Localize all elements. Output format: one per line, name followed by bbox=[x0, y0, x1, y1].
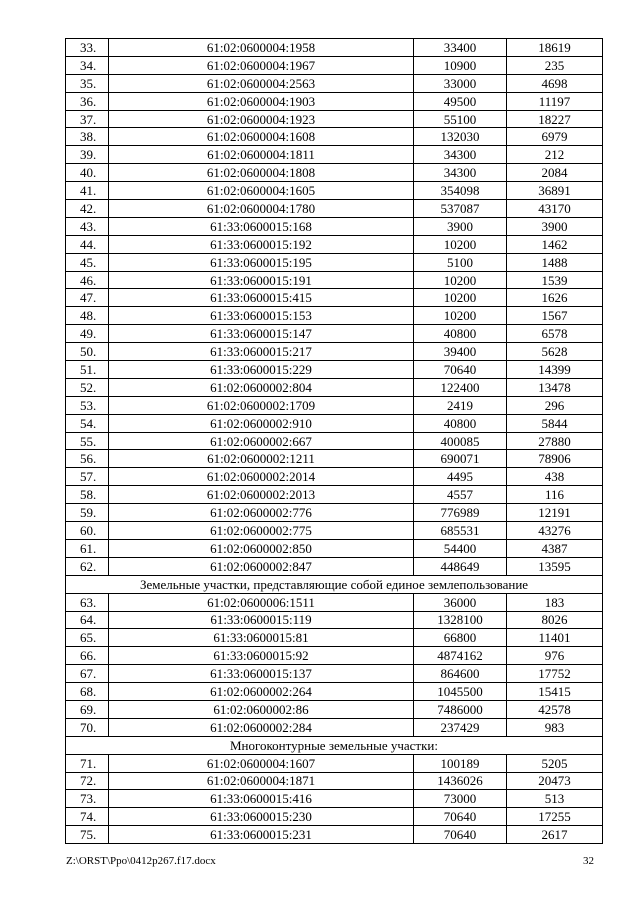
area-value: 70640 bbox=[414, 826, 507, 844]
table-row bbox=[66, 468, 603, 486]
area-value: 4495 bbox=[414, 468, 507, 486]
value-cell: 212 bbox=[507, 146, 603, 164]
table-row bbox=[66, 826, 603, 844]
value-cell: 296 bbox=[507, 396, 603, 414]
row-number: 70. bbox=[66, 718, 109, 736]
table-row bbox=[66, 450, 603, 468]
table-row bbox=[66, 790, 603, 808]
area-value: 33000 bbox=[414, 74, 507, 92]
cadastral-number: 61:02:0600002:264 bbox=[109, 683, 414, 701]
cadastral-number: 61:02:0600004:1871 bbox=[109, 772, 414, 790]
row-number: 56. bbox=[66, 450, 109, 468]
area-value: 2419 bbox=[414, 396, 507, 414]
area-value: 40800 bbox=[414, 325, 507, 343]
row-number: 34. bbox=[66, 56, 109, 74]
value-cell: 1626 bbox=[507, 289, 603, 307]
area-value: 70640 bbox=[414, 808, 507, 826]
area-value: 5100 bbox=[414, 253, 507, 271]
area-value: 237429 bbox=[414, 718, 507, 736]
row-number: 75. bbox=[66, 826, 109, 844]
area-value: 40800 bbox=[414, 414, 507, 432]
cadastral-number: 61:02:0600004:1605 bbox=[109, 182, 414, 200]
row-number: 58. bbox=[66, 486, 109, 504]
cadastral-number: 61:02:0600004:1608 bbox=[109, 128, 414, 146]
row-number: 62. bbox=[66, 557, 109, 575]
row-number: 60. bbox=[66, 522, 109, 540]
value-cell: 8026 bbox=[507, 611, 603, 629]
cadastral-number: 61:02:0600004:1923 bbox=[109, 110, 414, 128]
cadastral-number: 61:02:0600004:1903 bbox=[109, 92, 414, 110]
area-value: 7486000 bbox=[414, 700, 507, 718]
table-row bbox=[66, 307, 603, 325]
area-value: 448649 bbox=[414, 557, 507, 575]
table-row bbox=[66, 182, 603, 200]
row-number: 33. bbox=[66, 39, 109, 57]
value-cell: 983 bbox=[507, 718, 603, 736]
row-number: 44. bbox=[66, 235, 109, 253]
table-row bbox=[66, 235, 603, 253]
area-value: 54400 bbox=[414, 539, 507, 557]
row-number: 53. bbox=[66, 396, 109, 414]
table-row bbox=[66, 289, 603, 307]
table-row bbox=[66, 611, 603, 629]
row-number: 43. bbox=[66, 217, 109, 235]
area-value: 354098 bbox=[414, 182, 507, 200]
row-number: 63. bbox=[66, 593, 109, 611]
table-row bbox=[66, 200, 603, 218]
cadastral-number: 61:02:0600002:1211 bbox=[109, 450, 414, 468]
row-number: 41. bbox=[66, 182, 109, 200]
value-cell: 1539 bbox=[507, 271, 603, 289]
land-plots-table bbox=[65, 38, 603, 844]
table-body-rows-b bbox=[66, 593, 603, 736]
cadastral-number: 61:02:0600004:2563 bbox=[109, 74, 414, 92]
cadastral-number: 61:33:0600015:137 bbox=[109, 665, 414, 683]
cadastral-number: 61:02:0600002:847 bbox=[109, 557, 414, 575]
area-value: 36000 bbox=[414, 593, 507, 611]
cadastral-number: 61:02:0600004:1607 bbox=[109, 754, 414, 772]
row-number: 67. bbox=[66, 665, 109, 683]
area-value: 100189 bbox=[414, 754, 507, 772]
row-number: 36. bbox=[66, 92, 109, 110]
cadastral-number: 61:33:0600015:147 bbox=[109, 325, 414, 343]
value-cell: 1488 bbox=[507, 253, 603, 271]
cadastral-number: 61:33:0600015:192 bbox=[109, 235, 414, 253]
cadastral-number: 61:02:0600002:776 bbox=[109, 504, 414, 522]
section-title: Земельные участки, представляющие собой единое землепользование bbox=[66, 575, 603, 593]
value-cell: 2084 bbox=[507, 164, 603, 182]
table-row bbox=[66, 74, 603, 92]
value-cell: 4698 bbox=[507, 74, 603, 92]
row-number: 55. bbox=[66, 432, 109, 450]
table-row bbox=[66, 432, 603, 450]
cadastral-number: 61:02:0600002:850 bbox=[109, 539, 414, 557]
value-cell: 116 bbox=[507, 486, 603, 504]
row-number: 47. bbox=[66, 289, 109, 307]
row-number: 64. bbox=[66, 611, 109, 629]
table-row bbox=[66, 271, 603, 289]
cadastral-number: 61:33:0600015:191 bbox=[109, 271, 414, 289]
table-row bbox=[66, 39, 603, 57]
table-row bbox=[66, 718, 603, 736]
table-row bbox=[66, 754, 603, 772]
area-value: 690071 bbox=[414, 450, 507, 468]
cadastral-number: 61:02:0600004:1811 bbox=[109, 146, 414, 164]
table-row bbox=[66, 92, 603, 110]
value-cell: 36891 bbox=[507, 182, 603, 200]
area-value: 10200 bbox=[414, 235, 507, 253]
area-value: 39400 bbox=[414, 343, 507, 361]
row-number: 68. bbox=[66, 683, 109, 701]
table-row bbox=[66, 110, 603, 128]
cadastral-number: 61:33:0600015:168 bbox=[109, 217, 414, 235]
row-number: 71. bbox=[66, 754, 109, 772]
row-number: 74. bbox=[66, 808, 109, 826]
value-cell: 43170 bbox=[507, 200, 603, 218]
area-value: 55100 bbox=[414, 110, 507, 128]
area-value: 49500 bbox=[414, 92, 507, 110]
table-row bbox=[66, 629, 603, 647]
table-row bbox=[66, 647, 603, 665]
table-row bbox=[66, 414, 603, 432]
cadastral-number: 61:33:0600015:92 bbox=[109, 647, 414, 665]
value-cell: 6578 bbox=[507, 325, 603, 343]
row-number: 73. bbox=[66, 790, 109, 808]
table-row bbox=[66, 539, 603, 557]
value-cell: 14399 bbox=[507, 361, 603, 379]
value-cell: 5844 bbox=[507, 414, 603, 432]
table-body-rows-a bbox=[66, 39, 603, 576]
value-cell: 17752 bbox=[507, 665, 603, 683]
table-row bbox=[66, 700, 603, 718]
cadastral-number: 61:02:0600002:804 bbox=[109, 378, 414, 396]
value-cell: 27880 bbox=[507, 432, 603, 450]
value-cell: 20473 bbox=[507, 772, 603, 790]
value-cell: 17255 bbox=[507, 808, 603, 826]
area-value: 122400 bbox=[414, 378, 507, 396]
row-number: 42. bbox=[66, 200, 109, 218]
value-cell: 1567 bbox=[507, 307, 603, 325]
cadastral-number: 61:33:0600015:217 bbox=[109, 343, 414, 361]
table-row bbox=[66, 361, 603, 379]
value-cell: 183 bbox=[507, 593, 603, 611]
table-row bbox=[66, 593, 603, 611]
table-row bbox=[66, 522, 603, 540]
area-value: 34300 bbox=[414, 164, 507, 182]
page-number: 32 bbox=[583, 855, 594, 867]
row-number: 54. bbox=[66, 414, 109, 432]
section-header-row bbox=[66, 575, 603, 593]
table-row bbox=[66, 378, 603, 396]
area-value: 66800 bbox=[414, 629, 507, 647]
value-cell: 15415 bbox=[507, 683, 603, 701]
cadastral-number: 61:33:0600015:81 bbox=[109, 629, 414, 647]
row-number: 50. bbox=[66, 343, 109, 361]
cadastral-number: 61:02:0600002:86 bbox=[109, 700, 414, 718]
row-number: 40. bbox=[66, 164, 109, 182]
area-value: 10200 bbox=[414, 271, 507, 289]
cadastral-number: 61:33:0600015:195 bbox=[109, 253, 414, 271]
table-row bbox=[66, 486, 603, 504]
value-cell: 78906 bbox=[507, 450, 603, 468]
cadastral-number: 61:02:0600004:1780 bbox=[109, 200, 414, 218]
area-value: 3900 bbox=[414, 217, 507, 235]
section-single-land-use bbox=[66, 575, 603, 593]
area-value: 685531 bbox=[414, 522, 507, 540]
area-value: 10900 bbox=[414, 56, 507, 74]
area-value: 10200 bbox=[414, 289, 507, 307]
table-row bbox=[66, 164, 603, 182]
area-value: 4874162 bbox=[414, 647, 507, 665]
value-cell: 12191 bbox=[507, 504, 603, 522]
row-number: 35. bbox=[66, 74, 109, 92]
cadastral-number: 61:02:0600002:667 bbox=[109, 432, 414, 450]
area-value: 10200 bbox=[414, 307, 507, 325]
cadastral-number: 61:02:0600004:1958 bbox=[109, 39, 414, 57]
cadastral-number: 61:33:0600015:415 bbox=[109, 289, 414, 307]
value-cell: 6979 bbox=[507, 128, 603, 146]
row-number: 52. bbox=[66, 378, 109, 396]
row-number: 49. bbox=[66, 325, 109, 343]
cadastral-number: 61:02:0600006:1511 bbox=[109, 593, 414, 611]
table-row bbox=[66, 808, 603, 826]
area-value: 400085 bbox=[414, 432, 507, 450]
table-row bbox=[66, 146, 603, 164]
value-cell: 43276 bbox=[507, 522, 603, 540]
value-cell: 18619 bbox=[507, 39, 603, 57]
row-number: 39. bbox=[66, 146, 109, 164]
value-cell: 5628 bbox=[507, 343, 603, 361]
row-number: 38. bbox=[66, 128, 109, 146]
value-cell: 13478 bbox=[507, 378, 603, 396]
table-row bbox=[66, 772, 603, 790]
value-cell: 976 bbox=[507, 647, 603, 665]
table-row bbox=[66, 253, 603, 271]
cadastral-number: 61:33:0600015:230 bbox=[109, 808, 414, 826]
file-path: Z:\ORST\Ppo\0412p267.f17.docx bbox=[66, 855, 216, 867]
cadastral-number: 61:33:0600015:229 bbox=[109, 361, 414, 379]
value-cell: 235 bbox=[507, 56, 603, 74]
value-cell: 4387 bbox=[507, 539, 603, 557]
table-row bbox=[66, 683, 603, 701]
table-body-rows-c bbox=[66, 754, 603, 843]
value-cell: 11401 bbox=[507, 629, 603, 647]
area-value: 776989 bbox=[414, 504, 507, 522]
value-cell: 18227 bbox=[507, 110, 603, 128]
cadastral-number: 61:02:0600004:1808 bbox=[109, 164, 414, 182]
cadastral-number: 61:33:0600015:153 bbox=[109, 307, 414, 325]
table-row bbox=[66, 343, 603, 361]
area-value: 33400 bbox=[414, 39, 507, 57]
row-number: 51. bbox=[66, 361, 109, 379]
cadastral-number: 61:33:0600015:119 bbox=[109, 611, 414, 629]
area-value: 1328100 bbox=[414, 611, 507, 629]
cadastral-number: 61:02:0600002:910 bbox=[109, 414, 414, 432]
row-number: 45. bbox=[66, 253, 109, 271]
value-cell: 2617 bbox=[507, 826, 603, 844]
row-number: 48. bbox=[66, 307, 109, 325]
table-row bbox=[66, 504, 603, 522]
cadastral-number: 61:33:0600015:231 bbox=[109, 826, 414, 844]
area-value: 70640 bbox=[414, 361, 507, 379]
row-number: 59. bbox=[66, 504, 109, 522]
area-value: 4557 bbox=[414, 486, 507, 504]
table-row bbox=[66, 396, 603, 414]
row-number: 61. bbox=[66, 539, 109, 557]
area-value: 132030 bbox=[414, 128, 507, 146]
cadastral-number: 61:02:0600002:1709 bbox=[109, 396, 414, 414]
table-row bbox=[66, 128, 603, 146]
value-cell: 513 bbox=[507, 790, 603, 808]
area-value: 537087 bbox=[414, 200, 507, 218]
section-multicontour bbox=[66, 736, 603, 754]
value-cell: 438 bbox=[507, 468, 603, 486]
value-cell: 42578 bbox=[507, 700, 603, 718]
value-cell: 1462 bbox=[507, 235, 603, 253]
cadastral-number: 61:02:0600002:2013 bbox=[109, 486, 414, 504]
cadastral-number: 61:33:0600015:416 bbox=[109, 790, 414, 808]
row-number: 46. bbox=[66, 271, 109, 289]
cadastral-number: 61:02:0600002:775 bbox=[109, 522, 414, 540]
value-cell: 5205 bbox=[507, 754, 603, 772]
value-cell: 13595 bbox=[507, 557, 603, 575]
cadastral-number: 61:02:0600002:2014 bbox=[109, 468, 414, 486]
area-value: 864600 bbox=[414, 665, 507, 683]
section-title: Многоконтурные земельные участки: bbox=[66, 736, 603, 754]
section-header-row bbox=[66, 736, 603, 754]
area-value: 1436026 bbox=[414, 772, 507, 790]
table-row bbox=[66, 557, 603, 575]
table-row bbox=[66, 217, 603, 235]
row-number: 66. bbox=[66, 647, 109, 665]
area-value: 73000 bbox=[414, 790, 507, 808]
value-cell: 3900 bbox=[507, 217, 603, 235]
value-cell: 11197 bbox=[507, 92, 603, 110]
row-number: 37. bbox=[66, 110, 109, 128]
table-row bbox=[66, 56, 603, 74]
table-row bbox=[66, 325, 603, 343]
row-number: 72. bbox=[66, 772, 109, 790]
cadastral-number: 61:02:0600004:1967 bbox=[109, 56, 414, 74]
row-number: 69. bbox=[66, 700, 109, 718]
row-number: 65. bbox=[66, 629, 109, 647]
area-value: 1045500 bbox=[414, 683, 507, 701]
row-number: 57. bbox=[66, 468, 109, 486]
table-row bbox=[66, 665, 603, 683]
cadastral-number: 61:02:0600002:284 bbox=[109, 718, 414, 736]
area-value: 34300 bbox=[414, 146, 507, 164]
